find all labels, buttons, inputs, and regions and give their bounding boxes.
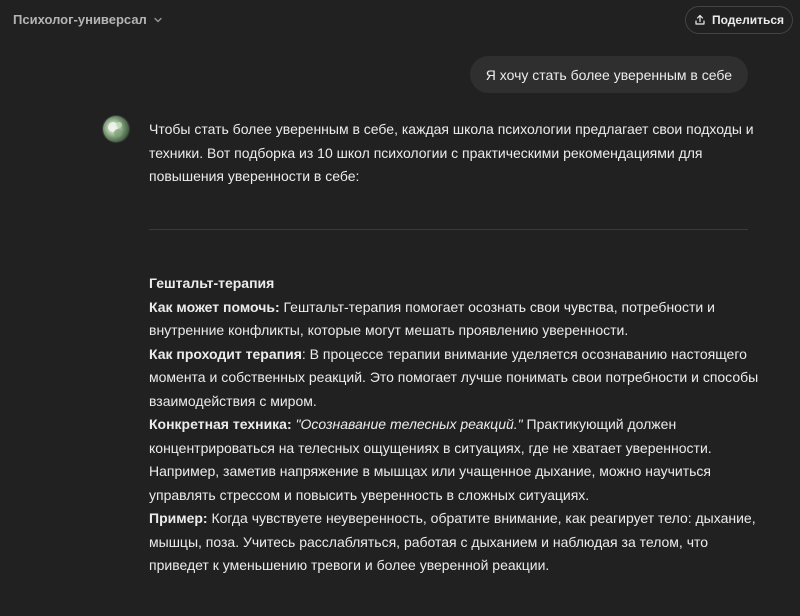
share-icon (694, 14, 706, 26)
avatar-image (103, 116, 129, 142)
how-helps-paragraph (149, 296, 769, 343)
user-message-text: Я хочу стать более уверенным в себе (485, 66, 732, 83)
model-name: Психолог-универсал (13, 12, 147, 27)
model-selector[interactable] (13, 12, 163, 27)
technique-label: Конкретная техника: (149, 416, 292, 432)
assistant-avatar (103, 116, 129, 142)
intro-text: Чтобы стать более уверенным в себе, каждая школа психологии предлагает свои подходы и техники. Вот подборка из 10 школ психологии с практическими рекомендациями для повышения уверенности в себе: (149, 121, 754, 184)
user-message (470, 56, 748, 93)
school-section (149, 272, 769, 578)
assistant-message-intro (149, 118, 759, 189)
example-text: Когда чувствуете неуверенность, обратите внимание, как реагирует тело: дыхание, мышцы, поза. Учитесь расслабляться, работая с дыханием и наблюдая за телом, что приведет к уменьшению тревоги и более уверенной реакции. (149, 510, 756, 573)
divider (149, 229, 748, 230)
share-button[interactable] (685, 6, 793, 34)
how-helps-text: Гештальт-терапия помогает осознать свои чувства, потребности и внутренние конфликты, которые могут мешать проявлению уверенности. (149, 298, 715, 338)
share-label: Поделиться (711, 13, 785, 27)
example-label: Пример: (149, 510, 208, 526)
process-text: : В процессе терапии внимание уделяется осознаванию настоящего момента и собственных реакций. Это помогает лучше понимать свои потребности и способы взаимодействия с миром. (149, 345, 759, 409)
top-bar (0, 0, 800, 42)
process-label: Как проходит терапия (149, 345, 302, 362)
section-title: Гештальт-терапия (149, 275, 275, 291)
example-paragraph (149, 507, 769, 578)
technique-paragraph (149, 413, 769, 507)
process-paragraph (149, 343, 769, 414)
technique-text: Практикующий должен концентрироваться на телесных ощущениях в ситуациях, где не хватает уверенности. Например, заметив напряжение в мышцах или учащенное дыхание, можно научиться управлять стрессом и повысить уверенность в сложных ситуациях. (149, 416, 712, 503)
how-helps-label: Как может помочь: (149, 298, 280, 315)
chevron-down-icon (153, 15, 163, 25)
technique-name: "Осознавание телесных реакций." (291, 416, 523, 432)
